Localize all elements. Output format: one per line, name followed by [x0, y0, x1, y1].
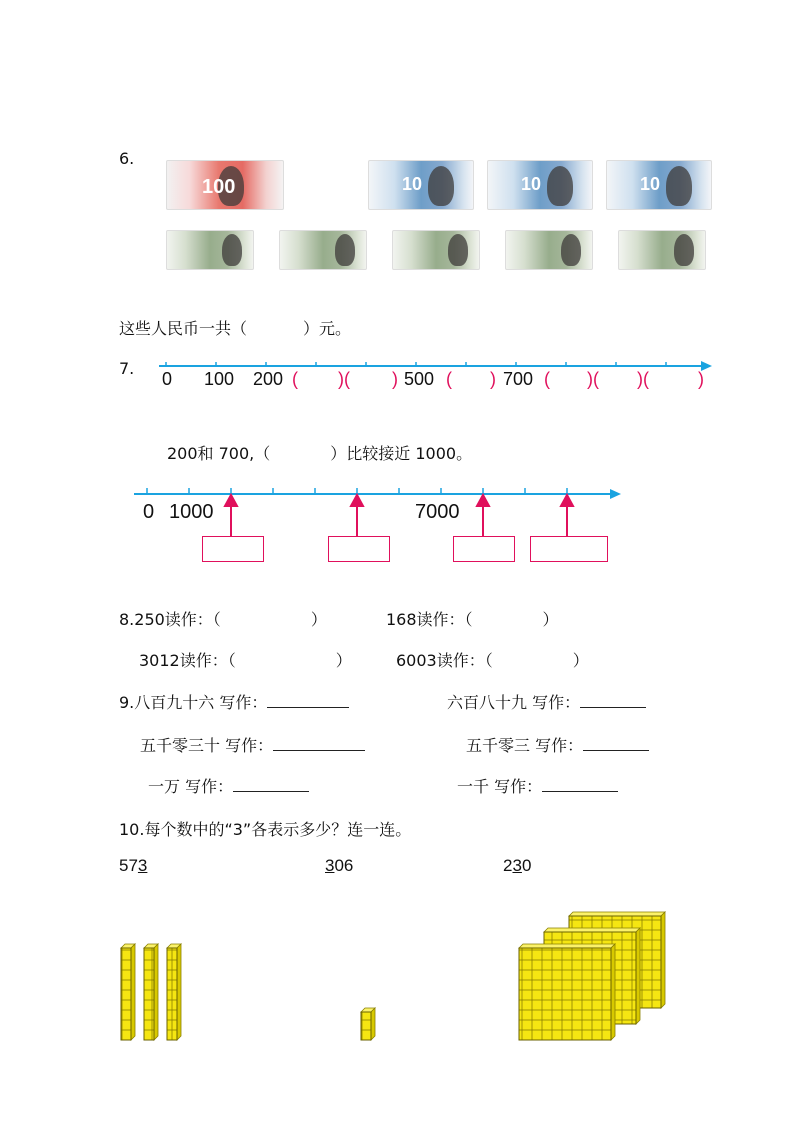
- banknote-1: [505, 230, 593, 270]
- write-label: 五千零三 写作：: [466, 736, 584, 755]
- hundred-flats: [519, 912, 665, 1040]
- digits: 0: [521, 856, 532, 875]
- answer-box[interactable]: [328, 536, 390, 562]
- banknote-10: [368, 160, 474, 210]
- tick-label: 7000: [415, 501, 460, 523]
- read-close: ）: [310, 610, 327, 629]
- answer-blank-bracket[interactable]: (: [544, 369, 550, 389]
- comparison-after: ）比较接近 1000。: [330, 444, 473, 463]
- tick-label: 200: [253, 369, 284, 389]
- answer-line[interactable]: [267, 693, 349, 708]
- question-8-item: [386, 607, 559, 630]
- answer-line[interactable]: [273, 736, 365, 751]
- comparison-before: 200和 700,（: [167, 444, 271, 463]
- question-9-item: [119, 690, 349, 713]
- portrait-image: [428, 166, 454, 206]
- answer-blank-bracket[interactable]: (: [446, 369, 452, 389]
- number-230: [503, 856, 531, 876]
- banknote-100: [166, 160, 284, 210]
- underlined-digit: 3: [512, 856, 522, 875]
- question-6-number: 6.: [119, 149, 135, 168]
- digits: 57: [119, 856, 138, 875]
- pointer-arrows: [225, 495, 573, 536]
- answer-box[interactable]: [530, 536, 608, 562]
- tick-label: 1000: [169, 501, 214, 523]
- question-6-sentence: [119, 316, 351, 339]
- sentence-before: 这些人民币一共（: [119, 319, 248, 338]
- answer-blank-bracket[interactable]: )(: [637, 369, 649, 389]
- write-label: 一万 写作：: [148, 777, 234, 796]
- banknote-denomination: 10: [640, 174, 661, 194]
- tick-label: 0: [143, 501, 155, 523]
- answer-blank-bracket[interactable]: )(: [338, 369, 350, 389]
- tick-label: 100: [204, 369, 235, 389]
- banknote-10: [487, 160, 593, 210]
- answer-box[interactable]: [202, 536, 264, 562]
- banknote-denomination: 100: [202, 176, 236, 198]
- question-7-number: 7.: [119, 359, 135, 378]
- answer-line[interactable]: [583, 736, 649, 751]
- question-10-title: 10.每个数中的“3”各表示多少？连一连。: [119, 820, 412, 839]
- tick-label: 700: [503, 369, 534, 389]
- base-ten-blocks: [112, 900, 672, 1045]
- banknote-denomination: 10: [521, 174, 542, 194]
- banknote-1: [618, 230, 706, 270]
- question-8-item: [119, 607, 327, 630]
- portrait-image: [561, 234, 581, 266]
- question-9-item: [457, 774, 618, 797]
- portrait-image: [674, 234, 694, 266]
- question-8-item: [396, 648, 589, 671]
- write-label: 六百八十九 写作：: [447, 693, 581, 712]
- answer-box[interactable]: [453, 536, 515, 562]
- number-306: [325, 856, 353, 876]
- question-8-item: [139, 648, 352, 671]
- question-9-item: [466, 733, 649, 756]
- portrait-image: [547, 166, 573, 206]
- banknote-denomination: 10: [402, 174, 423, 194]
- axis-arrowhead: [610, 489, 621, 499]
- answer-blank-bracket[interactable]: ): [490, 369, 496, 389]
- read-label: 8.250读作：（: [119, 610, 221, 629]
- banknote-10: [606, 160, 712, 210]
- sentence-after: ）元。: [303, 319, 352, 338]
- write-label: 9.八百九十六 写作：: [119, 693, 268, 712]
- read-label: 6003读作：（: [396, 651, 493, 670]
- portrait-image: [335, 234, 355, 266]
- underlined-digit: 3: [325, 856, 335, 875]
- banknote-1: [279, 230, 367, 270]
- answer-line[interactable]: [542, 777, 618, 792]
- tick-label: 0: [162, 369, 173, 389]
- read-close: ）: [542, 610, 559, 629]
- answer-line[interactable]: [233, 777, 309, 792]
- answer-blank-bracket[interactable]: )(: [587, 369, 599, 389]
- banknote-1: [392, 230, 480, 270]
- portrait-image: [222, 234, 242, 266]
- number-line-1: [155, 356, 715, 376]
- write-label: 五千零三十 写作：: [140, 736, 274, 755]
- read-label: 3012读作：（: [139, 651, 236, 670]
- answer-blank-bracket[interactable]: (: [292, 369, 298, 389]
- unit-cubes: [361, 1008, 375, 1040]
- underlined-digit: 3: [137, 856, 148, 875]
- digits: 06: [334, 856, 354, 875]
- question-9-item: [447, 690, 646, 713]
- portrait-image: [666, 166, 692, 206]
- banknote-1: [166, 230, 254, 270]
- answer-blank-bracket[interactable]: ): [392, 369, 398, 389]
- read-label: 168读作：（: [386, 610, 473, 629]
- question-9-item: [140, 733, 365, 756]
- write-label: 一千 写作：: [457, 777, 543, 796]
- question-7-comparison: [167, 441, 472, 464]
- answer-blank-bracket[interactable]: ): [698, 369, 704, 389]
- tick-label: 500: [404, 369, 435, 389]
- portrait-image: [448, 234, 468, 266]
- digits: 2: [503, 856, 513, 875]
- number-573: [119, 856, 147, 876]
- question-9-item: [148, 774, 309, 797]
- answer-line[interactable]: [580, 693, 646, 708]
- read-close: ）: [572, 651, 589, 670]
- ten-rods: [121, 944, 181, 1040]
- read-close: ）: [335, 651, 352, 670]
